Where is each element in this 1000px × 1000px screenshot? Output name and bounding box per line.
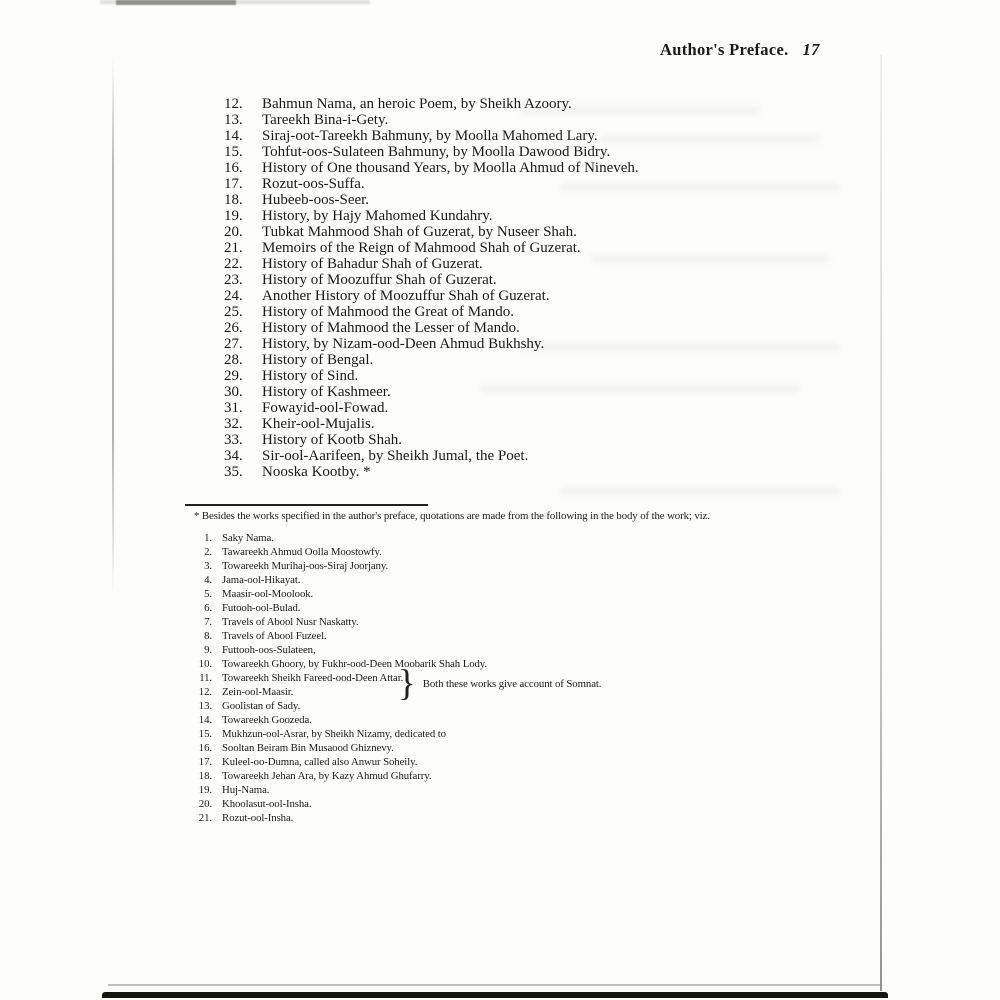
right-page-edge <box>880 55 882 991</box>
work-item-number: 35. <box>224 464 243 480</box>
footnote-item-number: 8. <box>204 630 212 642</box>
work-list-item <box>224 272 824 288</box>
work-item-title: Sir-ool-Aarifeen, by Sheikh Jumal, the Poet. <box>262 448 529 464</box>
work-item-title: History of Bengal. <box>262 352 374 368</box>
left-page-crease <box>112 58 114 598</box>
footnote-item-title: Towareekh Jehan Ara, by Kazy Ahmud Ghufarry. <box>222 770 432 782</box>
work-list-item <box>224 192 824 208</box>
work-item-number: 30. <box>224 384 243 400</box>
footnote-item-title: Towareekh Goozeda. <box>222 714 312 726</box>
footnote-item <box>186 587 746 601</box>
bottom-page-edge-shadow <box>108 984 880 986</box>
work-item-title: Nooska Kootby. * <box>262 464 371 480</box>
footnote-item <box>186 545 746 559</box>
footnote-item-title: Khoolasut-ool-Insha. <box>222 798 312 810</box>
footnote-item <box>186 601 746 615</box>
work-item-number: 18. <box>224 192 243 208</box>
work-item-number: 13. <box>224 112 243 128</box>
footnote-item-number: 10. <box>198 658 212 670</box>
work-item-number: 31. <box>224 400 243 416</box>
footnote-item-number: 19. <box>198 784 212 796</box>
work-item-title: History of Mahmood the Great of Mando. <box>262 304 515 320</box>
footnote-item-title: Jama-ool-Hikayat. <box>222 574 301 586</box>
footnote-item <box>186 615 746 629</box>
work-item-title: Siraj-oot-Tareekh Bahmuny, by Moolla Mahomed Lary. <box>262 128 598 144</box>
work-list-item <box>224 240 824 256</box>
footnote-item <box>186 573 746 587</box>
footnote-item-title: Maasir-ool-Moolook. <box>222 588 314 600</box>
work-list-item <box>224 368 824 384</box>
work-list-item <box>224 128 824 144</box>
top-edge-dark-mark <box>116 0 236 5</box>
work-item-title: History of Bahadur Shah of Guzerat. <box>262 256 483 272</box>
footnote-item-title: Zein-ool-Maasir. <box>222 686 294 698</box>
footnote-item <box>186 797 746 811</box>
footnote-item-title: Saky Nama. <box>222 532 274 544</box>
work-item-title: History of Sind. <box>262 368 359 384</box>
footnote-item <box>186 811 746 825</box>
work-item-title: Fowayid-ool-Fowad. <box>262 400 389 416</box>
footnote-item-number: 21. <box>198 812 212 824</box>
footnote-item-number: 16. <box>198 742 212 754</box>
work-item-title: Memoirs of the Reign of Mahmood Shah of Guzerat. <box>262 240 581 256</box>
work-item-number: 19. <box>224 208 243 224</box>
footnote-item-number: 2. <box>204 546 212 558</box>
footnote-item-title: Tawareekh Ahmud Oolla Moostowfy. <box>222 546 382 558</box>
work-item-number: 21. <box>224 240 243 256</box>
page-number: 17 <box>802 40 820 59</box>
bleedthrough-smudge <box>560 486 840 496</box>
work-item-number: 26. <box>224 320 243 336</box>
work-item-number: 32. <box>224 416 243 432</box>
work-list-item <box>224 304 824 320</box>
footnote-item-title: Rozut-ool-Insha. <box>222 812 294 824</box>
footnote-item <box>186 629 746 643</box>
work-item-number: 34. <box>224 448 243 464</box>
footnote-item-title: Kuleel-oo-Dumna, called also Anwur Soheily. <box>222 756 418 768</box>
work-item-title: History, by Nizam-ood-Deen Ahmud Bukhshy. <box>262 336 545 352</box>
work-item-number: 28. <box>224 352 243 368</box>
work-item-title: History of Kootb Shah. <box>262 432 402 448</box>
work-list-item <box>224 176 824 192</box>
footnote-item-title: Huj-Nama. <box>222 784 270 796</box>
work-list-item <box>224 448 824 464</box>
footnote-item-number: 7. <box>204 616 212 628</box>
footnote-item <box>186 783 746 797</box>
footnote-item-title: Towareekh Ghoory, by Fukhr-ood-Deen Moobarik Shah Lody. <box>222 658 487 670</box>
work-list-item <box>224 352 824 368</box>
footnote-item-title: Travels of Abool Nusr Naskatty. <box>222 616 359 628</box>
footnote-item <box>186 713 746 727</box>
footnote-item-title: Futooh-ool-Bulad. <box>222 602 301 614</box>
work-list-item <box>224 96 824 112</box>
work-item-title: History of Mahmood the Lesser of Mando. <box>262 320 520 336</box>
footnote-item-number: 15. <box>198 728 212 740</box>
top-edge-smudge <box>100 0 370 4</box>
footnote-item-number: 1. <box>204 532 212 544</box>
work-item-title: History of One thousand Years, by Moolla Ahmud of Nineveh. <box>262 160 639 176</box>
footnote-item-number: 17. <box>198 756 212 768</box>
work-item-number: 29. <box>224 368 243 384</box>
footnote-item-number: 9. <box>204 644 212 656</box>
footnote-separator-rule <box>185 504 428 506</box>
running-header <box>660 40 820 60</box>
work-item-number: 16. <box>224 160 243 176</box>
footnote-item-title: Travels of Abool Fuzeel. <box>222 630 327 642</box>
work-item-title: History of Moozuffur Shah of Guzerat. <box>262 272 497 288</box>
work-item-number: 23. <box>224 272 243 288</box>
footnote-item-title: Towareekh Sheikh Fareed-ood-Deen Attar. <box>222 672 404 684</box>
work-item-number: 33. <box>224 432 243 448</box>
work-list-item <box>224 464 824 480</box>
footnote-item <box>186 531 746 545</box>
work-list-item <box>224 160 824 176</box>
footnote-item <box>186 741 746 755</box>
work-item-title: Kheir-ool-Mujalis. <box>262 416 375 432</box>
work-list-item <box>224 288 824 304</box>
footnote-item-title: Goolistan of Sady. <box>222 700 301 712</box>
work-list-item <box>224 256 824 272</box>
work-item-title: History, by Hajy Mahomed Kundahry. <box>262 208 493 224</box>
work-list-item <box>224 112 824 128</box>
brace-annotation-text: Both these works give account of Somnat. <box>422 678 602 690</box>
work-item-number: 14. <box>224 128 243 144</box>
work-list-item <box>224 400 824 416</box>
work-list-item <box>224 224 824 240</box>
work-item-title: Bahmun Nama, an heroic Poem, by Sheikh Azoory. <box>262 96 572 112</box>
work-item-title: Hubeeb-oos-Seer. <box>262 192 370 208</box>
brace-icon: } <box>398 663 416 704</box>
footnote-item <box>186 643 746 657</box>
footnote-item-title: Futtooh-oos-Sulateen, <box>222 644 316 656</box>
footnote-item <box>186 755 746 769</box>
footnote-item-number: 4. <box>204 574 212 586</box>
work-item-title: Tohfut-oos-Sulateen Bahmuny, by Moolla Dawood Bidry. <box>262 144 611 160</box>
work-list-item <box>224 320 824 336</box>
work-item-title: Another History of Moozuffur Shah of Guzerat. <box>262 288 550 304</box>
footnote-item-title: Mukhzun-ool-Asrar, by Sheikh Nizamy, dedicated to <box>222 728 446 740</box>
footnote-item-number: 5. <box>204 588 212 600</box>
work-item-number: 20. <box>224 224 243 240</box>
works-list <box>224 96 824 480</box>
work-item-number: 24. <box>224 288 243 304</box>
footnote-item-number: 12. <box>198 686 212 698</box>
footnote-item-title: Towareekh Murihaj-oos-Siraj Joorjany. <box>222 560 389 572</box>
footnote-item <box>186 769 746 783</box>
footnote-item-number: 6. <box>204 602 212 614</box>
work-item-title: History of Kashmeer. <box>262 384 391 400</box>
work-list-item <box>224 416 824 432</box>
work-list-item <box>224 336 824 352</box>
running-header-title: Author's Preface. <box>660 40 789 59</box>
footnote-intro: * Besides the works specified in the author's preface, quotations are made from the following in the body of the work; viz. <box>194 510 710 522</box>
work-list-item <box>224 432 824 448</box>
footnote-item-number: 13. <box>198 700 212 712</box>
work-list-item <box>224 208 824 224</box>
work-list-item <box>224 384 824 400</box>
work-list-item <box>224 144 824 160</box>
bottom-page-edge <box>102 992 888 998</box>
footnote-item-number: 20. <box>198 798 212 810</box>
footnote-item <box>186 727 746 741</box>
work-item-number: 17. <box>224 176 243 192</box>
work-item-title: Tubkat Mahmood Shah of Guzerat, by Nuseer Shah. <box>262 224 577 240</box>
footnote-item <box>186 559 746 573</box>
footnote-item-number: 11. <box>199 672 212 684</box>
footnote-item-number: 14. <box>198 714 212 726</box>
footnote-item-number: 3. <box>204 560 212 572</box>
work-item-number: 12. <box>224 96 243 112</box>
work-item-title: Tareekh Bina-i-Gety. <box>262 112 389 128</box>
work-item-number: 25. <box>224 304 243 320</box>
footnote-item-number: 18. <box>198 770 212 782</box>
work-item-number: 15. <box>224 144 243 160</box>
brace-annotation <box>398 664 601 704</box>
work-item-title: Rozut-oos-Suffa. <box>262 176 365 192</box>
work-item-number: 27. <box>224 336 243 352</box>
footnote-item-title: Sooltan Beiram Bin Musaood Ghiznevy. <box>222 742 394 754</box>
work-item-number: 22. <box>224 256 243 272</box>
